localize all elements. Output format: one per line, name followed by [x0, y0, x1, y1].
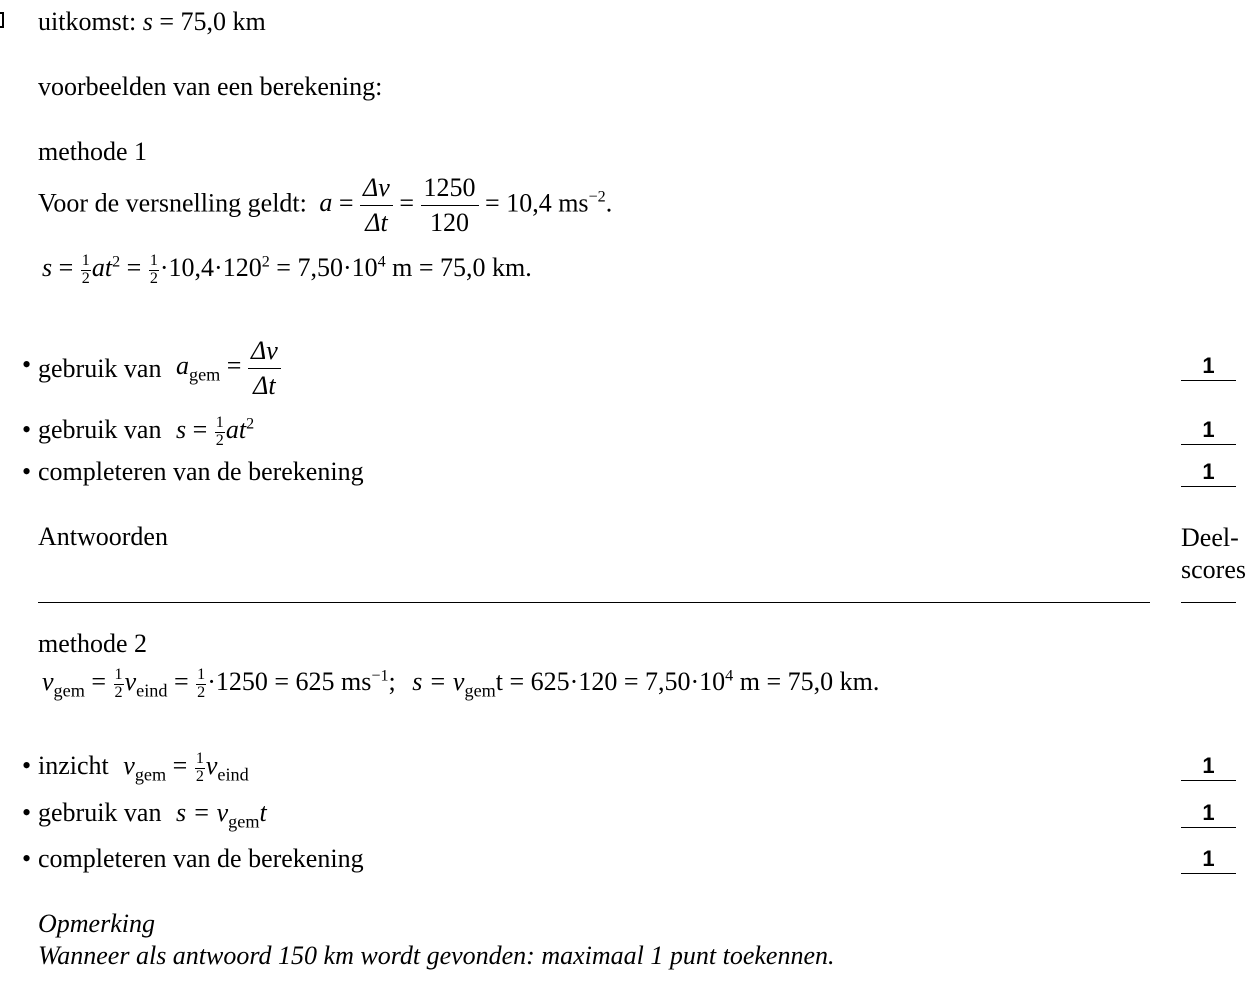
half-fraction: [196, 667, 206, 702]
scores-header: [1181, 522, 1246, 586]
at-term: at: [91, 253, 113, 282]
m1-bullet-1: gebruik van $a_{gem}$ = $\frac{\Delta v}{\Delta t}$: [38, 336, 281, 401]
half-d: 2: [114, 683, 123, 701]
s-calc: ·10,4·120: [159, 253, 262, 282]
half-fraction: [215, 415, 225, 450]
result-value: = 75,0 km: [159, 7, 266, 36]
half-fraction: [114, 667, 124, 702]
fraction-values: [421, 173, 479, 238]
v-var: v: [123, 751, 135, 780]
half-n: 1: [215, 413, 224, 431]
method2-line: $v_{gem}$ = $\frac{1}{2}$ $v_{eind}$ = $\frac{1}{2}$ ·1250 = 625 $ms^{-1}$; $s = v_{gem}t = 625\cdot 120 = 7,50\cdot 10^4$ m = 75,0 km.: [42, 665, 880, 701]
score-value: 1: [1181, 461, 1236, 487]
v-sub-gem: gem: [464, 680, 496, 701]
bullet-text: gebruik van: [38, 353, 162, 383]
half-n: 1: [114, 665, 123, 683]
score-value: 1: [1181, 419, 1236, 445]
scores-header-line2: scores: [1181, 555, 1246, 584]
method1-s-line: s = $\frac{1}{2}$ $at^2$ = $\frac{1}{2}$ $\cdot 10,4\cdot 120^2 = 7,50\cdot 10^4$ m = 75,0 km.: [42, 251, 532, 287]
remark-text: Wanneer als antwoord 150 km wordt gevonden: maximaal 1 punt toekennen.: [38, 941, 835, 970]
m2-bullet-2: gebruik van $s = v_{gem}t$: [38, 798, 267, 832]
v-var: v: [124, 667, 137, 696]
m2-s-eq: s = v: [175, 798, 229, 827]
half-d: 2: [195, 767, 204, 785]
method1-title: methode 1: [38, 137, 148, 166]
m2-final: m = 75,0 km.: [733, 667, 880, 696]
frac-num: Δv: [248, 336, 281, 369]
accel-intro: Voor de versnelling geldt:: [38, 188, 307, 218]
result-label: uitkomst:: [38, 7, 137, 36]
frac-num-value: 1250: [421, 173, 479, 206]
v-sub-eind: eind: [217, 764, 249, 785]
half-n: 1: [149, 251, 158, 269]
examples-intro: voorbeelden van een berekening:: [38, 72, 383, 101]
bullet-dot: •: [22, 798, 32, 827]
v-sub-gem: gem: [134, 764, 167, 785]
bullet-text: inzicht: [38, 751, 109, 780]
m2-bullet-1: inzicht $v_{gem}$ = $\frac{1}{2}$ $v_{eind}$: [38, 749, 249, 785]
method1-accel-line: Voor de versnelling geldt: a = $\frac{\Delta v}{\Delta t}$ = $\frac{1250}{120}$ = 10,4 $ms^{-2}$.: [38, 173, 613, 237]
v-var: v: [42, 667, 54, 696]
m2-exp2: 4: [725, 667, 734, 685]
m2-s-eq: s = v: [412, 667, 465, 696]
bullet-text: gebruik van: [38, 798, 162, 827]
exp-two: 2: [112, 253, 121, 271]
v-var: v: [205, 751, 218, 780]
fraction-dv-dt: [248, 336, 281, 401]
accel-var: a: [319, 188, 333, 218]
result-var: s: [142, 7, 153, 36]
frac-num: Δv: [360, 173, 393, 206]
score-value: 1: [1181, 848, 1236, 874]
a-var: a: [175, 351, 189, 381]
s-result: = 7,50·10: [276, 253, 378, 282]
header-rule: [38, 602, 1150, 603]
half-n: 1: [197, 665, 206, 683]
checkbox-icon: [0, 12, 4, 28]
m1-bullet-2: gebruik van s = $\frac{1}{2}$ $at^2$: [38, 413, 255, 449]
m2-bullet-3: completeren van de berekening: [38, 844, 364, 873]
s-var: s: [42, 253, 53, 282]
bullet-dot: •: [22, 457, 32, 486]
accel-end: .: [605, 188, 613, 218]
a-sub: gem: [188, 364, 221, 385]
half-n: 1: [81, 251, 90, 269]
half-fraction: [195, 751, 205, 786]
score-value: 1: [1181, 355, 1236, 381]
m1-bullet-3: completeren van de berekening: [38, 457, 364, 486]
m2-calc2: t = 625·120 = 7,50·10: [495, 667, 726, 696]
method2-title: methode 2: [38, 629, 148, 658]
m2-exp1: −1: [371, 667, 389, 685]
fraction-dv-dt: [360, 173, 393, 238]
answers-header: Antwoorden: [38, 522, 168, 551]
half-fraction: [149, 253, 159, 288]
s-final: m = 75,0 km.: [385, 253, 532, 282]
score-header-rule: [1181, 602, 1236, 603]
bullet-dot: •: [22, 751, 32, 780]
exp-two: 2: [261, 253, 270, 271]
frac-den: Δt: [253, 370, 276, 400]
accel-exp: −2: [588, 188, 606, 206]
bullet-dot: •: [22, 844, 32, 873]
scores-header-line1: Deel-: [1181, 523, 1239, 552]
remark-title: Opmerking: [38, 909, 155, 938]
m2-calc1: ·1250 = 625 ms: [207, 667, 372, 696]
v-sub-gem: gem: [228, 811, 260, 832]
frac-den: Δt: [365, 207, 388, 237]
bullet-dot: •: [22, 350, 32, 379]
half-d: 2: [197, 683, 206, 701]
score-value: 1: [1181, 802, 1236, 828]
frac-den-value: 120: [430, 207, 470, 237]
half-fraction: [81, 253, 91, 288]
result-line: [38, 9, 266, 35]
half-n: 1: [195, 749, 204, 767]
half-d: 2: [81, 269, 90, 287]
half-d: 2: [149, 269, 158, 287]
s-var: s: [175, 415, 187, 444]
bullet-dot: •: [22, 415, 32, 444]
m2-sep: ;: [388, 667, 396, 696]
at-term: at: [225, 415, 247, 444]
exp-two: 2: [246, 415, 255, 433]
v-sub-gem: gem: [53, 680, 85, 701]
bullet-text: gebruik van: [38, 415, 162, 444]
score-value: 1: [1181, 755, 1236, 781]
s-exp: 4: [377, 253, 386, 271]
v-sub-eind: eind: [136, 680, 168, 701]
accel-result: 10,4 ms: [506, 188, 589, 218]
half-d: 2: [215, 431, 224, 449]
